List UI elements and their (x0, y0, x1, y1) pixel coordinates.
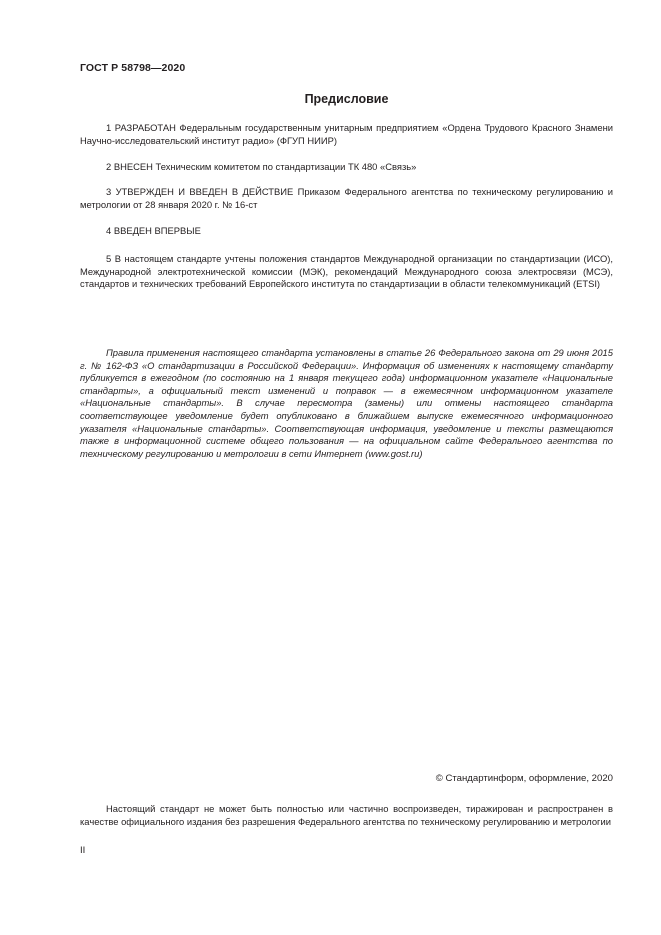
preface-item-3: 3 УТВЕРЖДЕН И ВВЕДЕН В ДЕЙСТВИЕ Приказом Федерального агентства по техническому регулированию и метрологии от 28 января 2020 г. № 16-ст (80, 186, 613, 210)
page-number: II (80, 845, 86, 856)
preface-item-2: 2 ВНЕСЕН Техническим комитетом по стандартизации ТК 480 «Связь» (106, 161, 417, 172)
preface-item-1: 1 РАЗРАБОТАН Федеральным государственным унитарным предприятием «Ордена Трудового Красного Знамени Научно-исследовательский институт радио» (ФГУП НИИР) (80, 122, 613, 146)
reproduction-notice: Настоящий стандарт не может быть полностью или частично воспроизведен, тиражирован и распространен в качестве официального издания без разрешения Федерального агентства по техническому регулированию и метрологии (80, 803, 613, 827)
preface-item-4: 4 ВВЕДЕН ВПЕРВЫЕ (106, 225, 201, 236)
standard-number: ГОСТ Р 58798—2020 (80, 62, 186, 74)
copyright: © Стандартинформ, оформление, 2020 (435, 773, 613, 784)
preface-item-5: 5 В настоящем стандарте учтены положения стандартов Международной организации по стандартизации (ИСО), Международной электротехнической комиссии (МЭК), рекомендаций Международного союза электросвязи (МСЭ), стандартов и технических требований Европейского института по стандартизации в области телекоммуникаций (ETSI) (80, 253, 613, 290)
preface-title: Предисловие (304, 92, 389, 106)
application-rules-notice: Правила применения настоящего стандарта установлены в статье 26 Федерального закона от 29 июня 2015 г. № 162-ФЗ «О стандартизации в Российской Федерации». Информация об изменениях к настоящему стандарту публикуется в ежегодном (по состоянию на 1 января текущего года) информационном указателе «Национальные стандарты», а официальный текст изменений и поправок — в ежемесячном информационном указателе «Национальные стандарты». В случае пересмотра (замены) или отмены настоящего стандарта соответствующее уведомление будет опубликовано в ближайшем выпуске ежемесячного информационного указателя «Национальные стандарты». Соответствующая информация, уведомление и тексты размещаются также в информационной системе общего пользования — на официальном сайте Федерального агентства по техническому регулированию и метрологии в сети Интернет (www.gost.ru) (80, 347, 613, 459)
